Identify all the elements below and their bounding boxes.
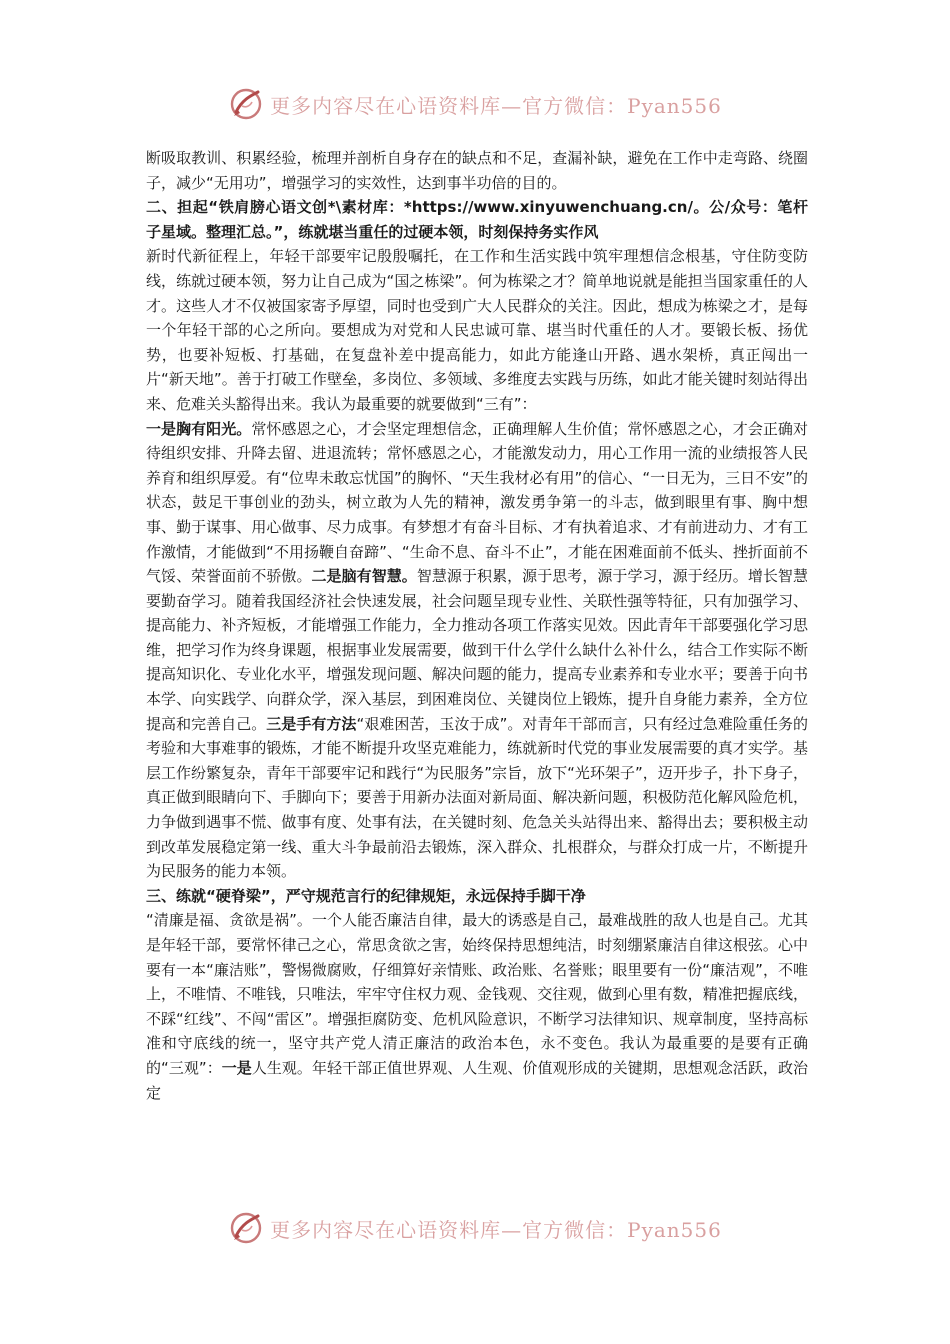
lead-life-view: 一是 xyxy=(221,1058,252,1077)
section-heading-2: 二、担起“铁肩膀心语文创*\素材库：*https://www.xinyuwenchuang.cn/。公/众号：笔杆子星域。整理汇总。”，练就堪当重任的过硬本领，时刻保持务实作风 xyxy=(146,198,808,241)
section-heading-3: 三、练就“硬脊梁”，严守规范言行的纪律规矩，永远保持手脚干净 xyxy=(146,886,586,905)
pen-swirl-logo-icon xyxy=(228,1210,264,1246)
paragraph-three-haves xyxy=(146,417,808,884)
text-wisdom: 智慧源于积累，源于思考，源于学习，源于经历。增长智慧要勤奋学习。随着我国经济社会快速发展，社会问题呈现专业性、关联性强等特征，只有加强学习、提高能力、补齐短板，才能增强工作能力，全力推动各项工作落实见效。因此青年干部要强化学习思维，把学习作为终身课题，根据事业发展需要，做到干什么学什么缺什么补什么，结合工作实际不断提高知识化、专业化水平，增强发现问题、解决问题的能力，提高专业素养和专业水平；要善于向书本学、向实践学、向群众学，深入基层，到困难岗位、关键岗位上锻炼，提升自身能力素养，全方位提高和完善自己。 xyxy=(146,567,808,733)
document-body xyxy=(146,146,808,1105)
lead-sunshine: 一是胸有阳光。 xyxy=(146,419,252,438)
banner-text: 更多内容尽在心语资料库—官方微信：Pyan556 xyxy=(270,93,722,118)
lead-wisdom: 二是脑有智慧。 xyxy=(311,567,417,586)
text-method: “艰难困苦，玉汝于成”。对青年干部而言，只有经过急难险重任务的考验和大事难事的锻炼，才能不断提升攻坚克难能力，练就新时代党的事业发展需要的真才实学。基层工作纷繁复杂，青年干部要牢记和践行“为民服务”宗旨，放下“光环架子”，迈开步子，扑下身子，真正做到眼睛向下、手脚向下；要善于用新办法面对新局面、解决新问题，积极防范化解风险危机，力争做到遇事不慌、做事有度、处事有法，在关键时刻、危急关头站得出来、豁得出去；要积极主动到改革发展稳定第一线、重大斗争最前沿去锻炼，深入群众、扎根群众，与群众打成一片，不断提升为民服务的能力本领。 xyxy=(146,714,808,881)
pen-swirl-logo-icon xyxy=(228,86,264,122)
text-integrity: “清廉是福、贪欲是祸”。一个人能否廉洁自律，最大的诱惑是自己，最难战胜的敌人也是自己。尤其是年轻干部，要常怀律己之心，常思贪欲之害，始终保持思想纯洁，时刻绷紧廉洁自律这根弦。心中要有一本“廉洁账”，警惕微腐败，仔细算好亲情账、政治账、名誉账；眼里要有一份“廉洁观”，不唯上，不唯情、不唯钱，只唯法，牢牢守住权力观、金钱观、交往观，做到心里有数，精准把握底线，不踩“红线”、不闯“雷区”。增强拒腐防变、危机风险意识，不断学习法律知识、规章制度，坚持高标准和守底线的统一，坚守共产党人清正廉洁的政治本色，永不变色。我认为最重要的是要有正确的“三观”： xyxy=(146,911,808,1077)
text-sunshine: 常怀感恩之心，才会坚定理想信念，正确理解人生价值；常怀感恩之心，才会正确对待组织安排、升降去留、进退流转；常怀感恩之心，才能激发动力，用心工作用一流的业绩报答人民养育和组织厚爱。有“位卑未敢忘忧国”的胸怀、“天生我材必有用”的信心、“一日无为，三日不安”的状态，鼓足干事创业的劲头，树立敢为人先的精神，激发勇争第一的斗志，做到眼里有事、胸中想事、勤于谋事、用心做事、尽力成事。有梦想才有奋斗目标、才有执着追求、才有前进动力、才有工作激情，才能做到“不用扬鞭自奋蹄”、“生命不息、奋斗不止”，才能在困难面前不低头、挫折面前不气馁、荣誉面前不骄傲。 xyxy=(146,419,808,586)
text-life-view: 人生观。年轻干部正值世界观、人生观、价值观形成的关键期，思想观念活跃，政治定 xyxy=(146,1058,808,1102)
paragraph-section-2-intro: 新时代新征程上，年轻干部要牢记殷殷嘱托，在工作和生活实践中筑牢理想信念根基，守住防变防线，练就过硬本领，努力让自己成为“国之栋梁”。何为栋梁之才？简单地说就是能担当国家重任的人才。这些人才不仅被国家寄予厚望，同时也受到广大人民群众的关注。因此，想成为栋梁之才，是每一个年轻干部的心之所向。要想成为对党和人民忠诚可靠、堪当时代重任的人才。要锻长板、扬优势，也要补短板、打基础，在复盘补差中提高能力，如此方能逢山开路、遇水架桥，真正闯出一片“新天地”。善于打破工作壁垒，多岗位、多领域、多维度去实践与历练，如此才能关键时刻站得出来、危难关头豁得出来。我认为最重要的就要做到“三有”： xyxy=(146,247,808,413)
footer-banner xyxy=(0,1208,950,1248)
lead-method: 三是手有方法 xyxy=(266,714,357,733)
header-banner xyxy=(0,84,950,124)
paragraph-section-3 xyxy=(146,908,808,1105)
paragraph-continuation: 断吸取教训、积累经验，梳理并剖析自身存在的缺点和不足，查漏补缺，避免在工作中走弯路、绕圈子，减少“无用功”，增强学习的实效性，达到事半功倍的目的。 xyxy=(146,149,808,192)
banner-text: 更多内容尽在心语资料库—官方微信：Pyan556 xyxy=(270,1217,722,1242)
